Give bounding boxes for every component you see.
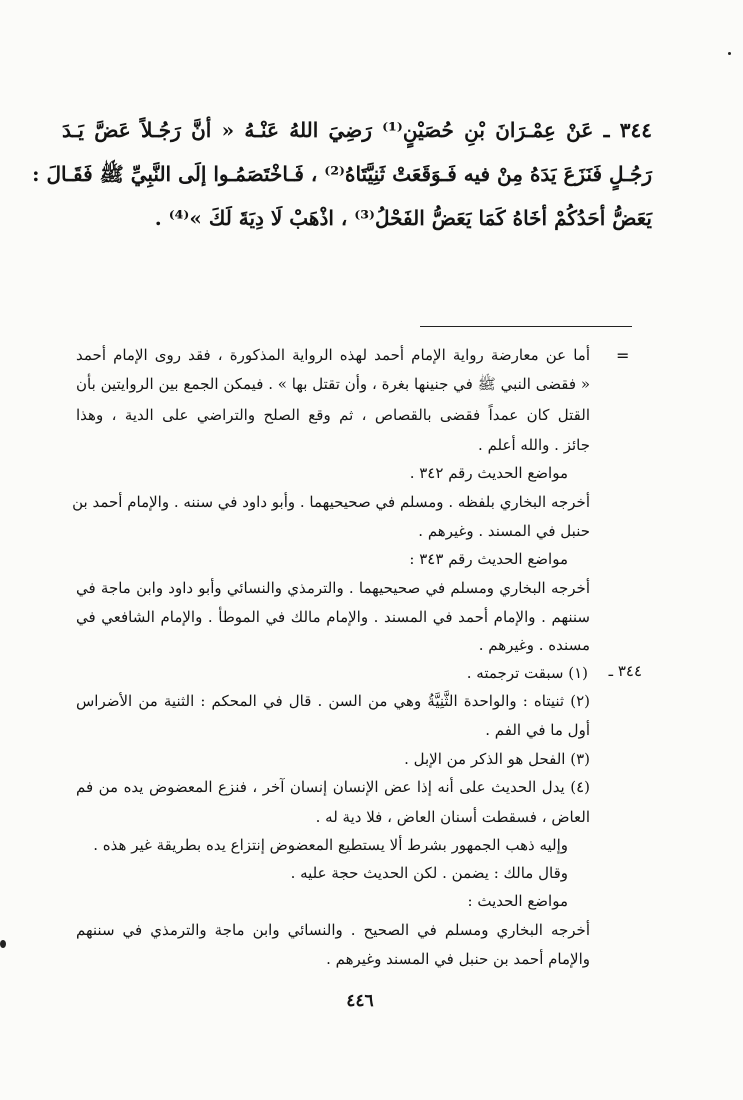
footnote-line: أما عن معارضة رواية الإمام أحمد لهذه الرواية المذكورة ، فقد روى الإمام أحمد bbox=[76, 346, 590, 364]
hadith-344-text bbox=[32, 108, 653, 240]
hadith-line: رَجُـلٍ فَنَزَعَ يَدَهُ مِنْ فيه فَـوَقَعَتْ ثَنِيَّتَاهُ⁽²⁾ ، فَـاخْتَصَمُـوا إلَى النَّبِيِّ ﷺ فَقَـالَ : bbox=[32, 162, 652, 186]
hadith-line: ٣٤٤ ـ عَنْ عِمْـرَانَ بْنِ حُصَيْنٍ⁽¹⁾ رَضِيَ اللهُ عَنْـهُ « أنَّ رَجُـلاً عَضَّ يَـدَ bbox=[62, 118, 653, 142]
footnote-line: القتل كان عمداً فقضى بالقصاص ، ثم وقع الصلح والتراضي على الدية ، وهذا bbox=[76, 406, 590, 424]
footnote-separator bbox=[420, 326, 632, 327]
footnote-line: حنبل في المسند . وغيرهم . bbox=[418, 522, 590, 540]
footnote-line: جائز . والله أعلم . bbox=[478, 436, 590, 454]
footnote-line: وقال مالك : يضمن . لكن الحديث حجة عليه . bbox=[290, 864, 568, 882]
footnote-line: وإليه ذهب الجمهور بشرط ألا يستطيع المعضوض إنتزاع يده بطريقة غير هذه . bbox=[93, 836, 568, 854]
footnote-line: (٣) الفحل هو الذكر من الإبل . bbox=[404, 750, 590, 768]
footnote-line: أخرجه البخاري ومسلم في الصحيح . والنسائي وابن ماجة والترمذي في سننهم bbox=[76, 921, 590, 939]
hadith-line: يَعَضُّ أحَدُكُمْ أخَاهُ كَمَا يَعَضُّ الفَحْلُ⁽³⁾ ، اذْهَبْ لَا دِيَةَ لَكَ »⁽⁴⁾ . bbox=[154, 206, 652, 230]
footnote-line: (٢) ثنيتاه : والواحدة الثَّنِيَّةُ وهي من السن . قال في المحكم : الثنية من الأضراس bbox=[76, 692, 590, 710]
footnote-line: مسنده . وغيرهم . bbox=[478, 636, 590, 654]
footnote-line: العاض ، فسقطت أسنان العاض ، فلا دية له . bbox=[315, 808, 590, 826]
footnote-line: « فقضى النبي ﷺ في جنينها بغرة ، وأن تقتل بها » . فيمكن الجمع بين الروايتين بأن bbox=[76, 375, 590, 393]
footnote-hadith-number: ٣٤٤ ـ bbox=[608, 662, 642, 680]
footnote-line: سننهم . والإمام أحمد في المسند . والإمام مالك في الموطأ . والإمام الشافعي في bbox=[76, 608, 590, 626]
footnote-line: مواضع الحديث رقم ٣٤٢ . bbox=[409, 464, 568, 482]
scan-speck bbox=[728, 52, 731, 55]
footnote-line: أخرجه البخاري ومسلم في صحيحيهما . والترمذي والنسائي وأبو داود وابن ماجة في bbox=[76, 579, 590, 597]
footnote-line: مواضع الحديث : bbox=[467, 892, 568, 910]
page-number: ٤٤٦ bbox=[346, 991, 374, 1011]
footnote-line: أول ما في الفم . bbox=[485, 721, 590, 739]
footnote-line: والإمام أحمد بن حنبل في المسند وغيرهم . bbox=[326, 950, 590, 968]
footnote-line: (٤) يدل الحديث على أنه إذا عض الإنسان إنسان آخر ، فنزع المعضوض يده من فم bbox=[76, 778, 590, 796]
scan-speck bbox=[0, 940, 6, 948]
footnote-line: (١) سبقت ترجمته . bbox=[466, 664, 588, 682]
footnote-line: مواضع الحديث رقم ٣٤٣ : bbox=[409, 550, 568, 568]
footnote-line: أخرجه البخاري بلفظه . ومسلم في صحيحيهما . وأبو داود في سننه . والإمام أحمد بن bbox=[72, 493, 590, 511]
continuation-marker: = bbox=[616, 346, 630, 365]
